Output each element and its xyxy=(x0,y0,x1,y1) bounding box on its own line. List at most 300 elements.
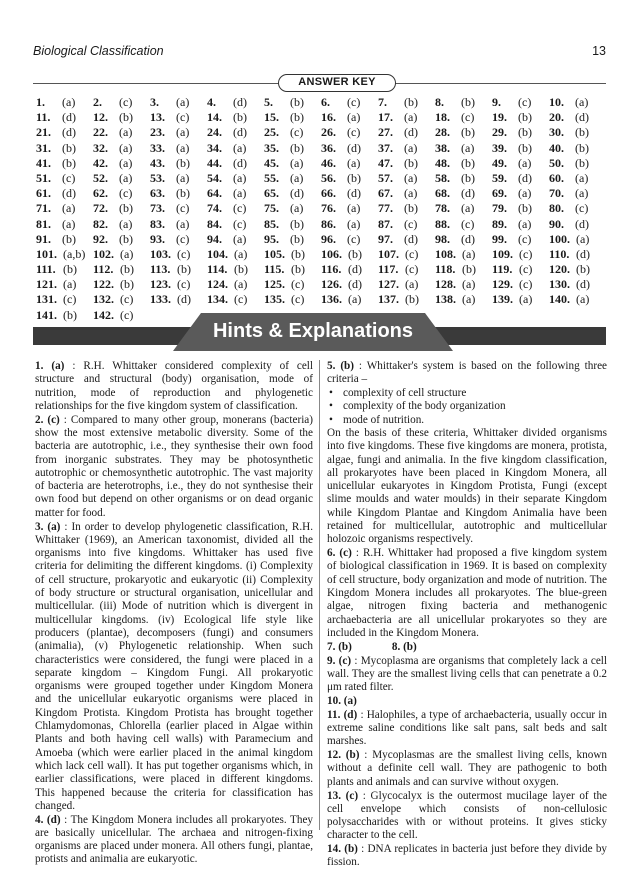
answer-entry xyxy=(150,110,190,125)
answer-option: (c) xyxy=(405,262,419,277)
q-number: 14. xyxy=(327,843,341,856)
answer-option: (d) xyxy=(290,186,304,201)
q-answer: (a) xyxy=(343,694,357,707)
q-number: 4. xyxy=(35,813,44,826)
answer-entry xyxy=(378,262,419,277)
q-number: 7. xyxy=(327,640,336,653)
answer-option: (b) xyxy=(575,125,589,140)
answer-entry xyxy=(36,277,77,292)
answer-entry xyxy=(321,155,361,171)
answer-number: 91. xyxy=(36,231,51,246)
answer-option: (a) xyxy=(404,140,418,155)
answer-entry xyxy=(549,110,589,125)
answer-entry xyxy=(264,155,304,171)
answer-option: (c) xyxy=(347,95,361,109)
answer-entry xyxy=(549,186,589,201)
q-answer: (b) xyxy=(345,749,360,762)
answer-number: 124. xyxy=(207,277,228,292)
answer-option: (b) xyxy=(404,201,418,216)
answer-option: (c) xyxy=(575,201,589,216)
answer-number: 1. xyxy=(36,95,45,109)
answer-number: 102. xyxy=(93,246,114,261)
answer-number: 64. xyxy=(207,186,222,201)
answer-number: 29. xyxy=(492,125,507,140)
answer-option: (b) xyxy=(291,262,305,277)
answer-option: (b) xyxy=(120,277,134,292)
answer-number: 133. xyxy=(150,292,171,307)
answer-option: (d) xyxy=(576,277,590,292)
q-answer: (b) xyxy=(340,360,354,372)
answer-entry xyxy=(36,155,76,171)
q-text: : Glycocalyx is the outermost mucilage layer of the cell envelope which consists of non-cellulosic polysaccharides with or without proteins. It gives sticky character to the cell. xyxy=(327,789,607,842)
q-number: 11. xyxy=(327,708,341,721)
answer-option: (b) xyxy=(576,262,590,277)
answer-option: (a) xyxy=(347,201,361,216)
answer-option: (c) xyxy=(62,170,76,185)
answer-entry xyxy=(321,201,361,216)
answer-entry xyxy=(36,125,76,140)
answer-entry xyxy=(150,201,190,216)
answer-entry xyxy=(321,246,362,262)
answer-option: (b) xyxy=(176,186,190,201)
answer-option: (a) xyxy=(347,216,361,231)
answer-number: 87. xyxy=(378,216,393,231)
answer-entry xyxy=(36,110,76,125)
explanation-1 xyxy=(35,360,313,413)
answer-number: 114. xyxy=(207,262,228,277)
q-answer: (d) xyxy=(46,813,61,826)
answer-entry xyxy=(207,95,247,110)
answer-option: (a) xyxy=(119,125,133,140)
answer-row xyxy=(36,125,606,140)
answer-entry xyxy=(378,170,418,186)
answer-option: (b) xyxy=(290,95,304,109)
answer-row xyxy=(36,217,606,232)
answer-number: 134. xyxy=(207,292,228,307)
answer-entry xyxy=(93,155,133,171)
answer-entry xyxy=(492,95,532,110)
answer-entry xyxy=(93,201,133,216)
answer-option: (a) xyxy=(176,140,190,155)
answer-number: 67. xyxy=(378,186,393,201)
answer-entry xyxy=(264,186,304,201)
q-number: 10. xyxy=(327,694,341,707)
answer-entry xyxy=(321,292,362,307)
answer-option: (a) xyxy=(234,246,248,261)
answer-entry xyxy=(150,216,190,232)
answer-entry xyxy=(150,140,190,156)
answer-option: (a) xyxy=(233,170,247,185)
answer-number: 21. xyxy=(36,125,51,140)
answer-key-grid xyxy=(36,95,606,323)
answer-option: (b) xyxy=(63,307,77,322)
answer-number: 43. xyxy=(150,155,165,170)
answer-number: 104. xyxy=(207,246,228,261)
answer-entry xyxy=(207,201,247,216)
answer-option: (b) xyxy=(120,262,134,277)
answer-option: (d) xyxy=(62,186,76,201)
answer-entry xyxy=(549,140,589,156)
section-title: Biological Classification xyxy=(33,44,164,58)
answer-option: (d) xyxy=(233,95,247,109)
q-number: 1. xyxy=(35,360,44,372)
answer-option: (a) xyxy=(519,292,533,307)
answer-entry xyxy=(378,201,418,216)
q-answer: (c) xyxy=(339,547,352,560)
answer-key-header xyxy=(33,74,606,90)
hints-title: Hints & Explanations xyxy=(212,320,414,342)
answer-number: 97. xyxy=(378,231,393,246)
answer-option: (c) xyxy=(291,292,305,307)
answer-number: 10. xyxy=(549,95,564,109)
answer-option: (a) xyxy=(234,277,248,292)
answer-option: (a) xyxy=(290,201,304,216)
answer-option: (d) xyxy=(233,125,247,140)
answer-entry xyxy=(378,140,418,156)
q-text: : Compared to many other group, monerans (bacteria) show the most extensive metabolic diversity. Some of the bacteria are autotrophic, i.e., they synthesise their own food from inorganic substrates. They may be photosynthetic autotrophic or chemosynthetic autotrophic. The vast majority of bacteria are heterotrophs, i.e., they do not synthesise their own food but depend on other organisms or on dead organic matter for food. xyxy=(35,413,314,519)
answer-number: 15. xyxy=(264,110,279,125)
answer-option: (c) xyxy=(177,277,191,292)
answer-entry xyxy=(93,95,133,110)
answer-number: 123. xyxy=(150,277,171,292)
answer-number: 81. xyxy=(36,216,51,231)
answer-option: (b) xyxy=(348,246,362,261)
answer-entry xyxy=(435,292,476,307)
answer-entry xyxy=(93,186,133,201)
answer-entry xyxy=(150,95,190,110)
answer-option: (b) xyxy=(461,170,475,185)
answer-option: (d) xyxy=(575,110,589,125)
answer-option: (b) xyxy=(575,140,589,155)
answer-number: 3. xyxy=(150,95,159,109)
answer-option: (b) xyxy=(462,262,476,277)
answer-row xyxy=(36,186,606,201)
answer-option: (b) xyxy=(461,95,475,109)
answer-option: (d) xyxy=(62,110,76,125)
answer-number: 122. xyxy=(93,277,114,292)
answer-number: 44. xyxy=(207,155,222,170)
answer-option: (a) xyxy=(233,186,247,201)
explanation-7 xyxy=(327,641,352,654)
answer-number: 2. xyxy=(93,95,102,109)
answer-number: 16. xyxy=(321,110,336,125)
answer-entry xyxy=(93,140,133,156)
q-number: 9. xyxy=(327,654,336,667)
answer-option: (d) xyxy=(347,186,361,201)
answer-number: 119. xyxy=(492,262,513,277)
answer-option: (b) xyxy=(290,110,304,125)
answer-option: (b) xyxy=(404,95,418,109)
answer-entry xyxy=(93,262,134,277)
answer-number: 78. xyxy=(435,201,450,216)
answer-number: 120. xyxy=(549,262,570,277)
answer-number: 58. xyxy=(435,170,450,185)
answer-option: (c) xyxy=(120,292,134,307)
answer-entry xyxy=(549,95,589,110)
answer-number: 75. xyxy=(264,201,279,216)
answer-number: 89. xyxy=(492,216,507,231)
answer-number: 74. xyxy=(207,201,222,216)
answer-entry xyxy=(321,95,361,110)
answer-option: (b) xyxy=(518,140,532,155)
answer-number: 96. xyxy=(321,231,336,246)
answer-entry xyxy=(549,170,589,186)
answer-number: 73. xyxy=(150,201,165,216)
answer-option: (a) xyxy=(575,186,589,201)
answer-row xyxy=(36,95,606,110)
answer-entry xyxy=(207,216,247,232)
q-text: : Mycoplasmas are the smallest living cells, known without a definite cell wall. They are pathogenic to both plants and animals and can survive without oxygen. xyxy=(327,749,608,788)
answer-option: (b) xyxy=(176,155,190,170)
answer-option: (b) xyxy=(575,155,589,170)
answer-option: (a) xyxy=(63,277,77,292)
answer-option: (b) xyxy=(62,155,76,170)
answer-number: 82. xyxy=(93,216,108,231)
answer-entry xyxy=(264,95,304,110)
answer-entry xyxy=(435,95,475,110)
q-number: 12. xyxy=(327,749,341,762)
answer-number: 112. xyxy=(93,262,114,277)
answer-number: 27. xyxy=(378,125,393,140)
answer-option: (a) xyxy=(404,170,418,185)
answer-number: 100. xyxy=(549,231,570,246)
answer-entry xyxy=(492,246,533,262)
answer-entry xyxy=(435,155,475,171)
answer-option: (d) xyxy=(347,140,361,155)
answer-number: 117. xyxy=(378,262,399,277)
answer-entry xyxy=(549,216,589,232)
answer-option: (c) xyxy=(234,292,248,307)
answer-entry xyxy=(264,216,304,232)
explanation-9 xyxy=(327,655,607,695)
answer-entry xyxy=(264,262,305,277)
answer-entry xyxy=(492,292,533,307)
answer-number: 35. xyxy=(264,140,279,155)
answer-option: (a) xyxy=(347,110,361,125)
answer-entry xyxy=(36,95,76,110)
hints-banner xyxy=(33,313,606,351)
answer-option: (a) xyxy=(62,95,76,109)
explanation-13 xyxy=(327,790,607,843)
answer-entry xyxy=(321,110,361,125)
answer-number: 108. xyxy=(435,246,456,261)
answer-option: (b) xyxy=(291,246,305,261)
answer-entry xyxy=(36,246,86,262)
answer-option: (a) xyxy=(576,292,590,307)
answer-number: 86. xyxy=(321,216,336,231)
answer-option: (a) xyxy=(176,125,190,140)
answer-number: 92. xyxy=(93,231,108,246)
answer-number: 20. xyxy=(549,110,564,125)
answer-entry xyxy=(321,216,361,232)
answer-entry xyxy=(378,95,418,110)
answer-option: (a) xyxy=(575,170,589,185)
answer-number: 118. xyxy=(435,262,456,277)
answer-option: (c) xyxy=(120,307,134,322)
answer-number: 65. xyxy=(264,186,279,201)
answer-option: (c) xyxy=(233,216,247,231)
q-text: : The Kingdom Monera includes all prokaryotes. They are basically unicellular. The archaea and nitrogen-fixing organisms are placed under monera. All others fungi, plantae, protists and animalia are eukaryotic. xyxy=(35,813,314,866)
answer-number: 61. xyxy=(36,186,51,201)
answer-number: 45. xyxy=(264,155,279,170)
answer-number: 26. xyxy=(321,125,336,140)
answer-row xyxy=(36,171,606,186)
answer-number: 110. xyxy=(549,246,570,261)
answer-number: 60. xyxy=(549,170,564,185)
answer-option: (a) xyxy=(518,216,532,231)
answer-entry xyxy=(93,292,134,307)
answer-row xyxy=(36,201,606,216)
answer-entry xyxy=(435,216,475,232)
answer-entry xyxy=(435,262,476,277)
answer-number: 49. xyxy=(492,155,507,170)
answer-entry xyxy=(549,246,590,262)
answer-number: 17. xyxy=(378,110,393,125)
answer-number: 39. xyxy=(492,140,507,155)
answer-row xyxy=(36,247,606,262)
answer-number: 77. xyxy=(378,201,393,216)
answer-entry xyxy=(150,170,190,186)
answer-option: (b) xyxy=(347,170,361,185)
answer-option: (a) xyxy=(290,155,304,170)
answer-entry xyxy=(321,125,361,140)
answer-option: (d) xyxy=(461,231,475,246)
answer-entry xyxy=(378,186,418,201)
answer-entry xyxy=(549,262,590,277)
answer-number: 23. xyxy=(150,125,165,140)
answer-number: 48. xyxy=(435,155,450,170)
answer-option: (b) xyxy=(62,231,76,246)
answer-entry xyxy=(492,110,532,125)
answer-entry xyxy=(93,231,133,247)
answer-number: 129. xyxy=(492,277,513,292)
answer-entry xyxy=(435,201,475,216)
answer-option: (c) xyxy=(176,231,190,246)
answer-option: (a) xyxy=(62,201,76,216)
answer-option: (a) xyxy=(233,140,247,155)
answer-entry xyxy=(549,277,590,292)
answer-number: 8. xyxy=(435,95,444,109)
answer-entry xyxy=(435,140,475,156)
answer-entry xyxy=(93,170,133,186)
explanation-4 xyxy=(35,814,313,867)
answer-option: (d) xyxy=(233,155,247,170)
answer-entry xyxy=(264,231,304,247)
answer-entry xyxy=(549,292,590,307)
answer-option: (a) xyxy=(119,216,133,231)
answer-entry xyxy=(207,277,248,292)
explanation-5-continued: On the basis of these criteria, Whittaker divided organisms into five kingdoms. These five kingdoms are monera, protista, algae, fungi and animalia. In the five kingdom classification, all prokaryotes have been placed in Kingdom Monera, all unicellular eukaryotes in Kingdom Protista, Fungi (except slime moulds and water moulds) in their separate Kingdom while Kingdom Plantae and Kingdom Animalia have been retained for multicellular, autotrophic and multicellular holozoic organisms respectively. xyxy=(327,426,607,546)
answer-number: 70. xyxy=(549,186,564,201)
answer-entry xyxy=(492,277,533,292)
explanation-11 xyxy=(327,709,607,749)
answer-entry xyxy=(321,231,361,247)
answer-option: (b) xyxy=(119,110,133,125)
answer-entry xyxy=(36,186,76,201)
answer-entry xyxy=(492,201,532,216)
right-column xyxy=(327,360,607,870)
answer-number: 142. xyxy=(93,307,114,322)
answer-option: (a) xyxy=(462,277,476,292)
answer-number: 63. xyxy=(150,186,165,201)
explanation-10 xyxy=(327,695,607,708)
answer-entry xyxy=(378,231,418,247)
answer-entry xyxy=(549,201,589,216)
q-text: : R.H. Whittaker had proposed a five kingdom system of biological classification in 1969. It is based on complexity of cell structure, body organization and mode of nutrition. The Kingdom Monera includes all prokaryotes. The blue-green algae, nitrogen fixing bacteria and methanogenic archaebacteria are all unicellular prokaryotes so they are included in the Kingdom Monera. xyxy=(327,547,608,639)
answer-entry xyxy=(207,231,247,247)
answer-entry xyxy=(435,125,475,140)
answer-entry xyxy=(378,277,419,292)
answer-option: (c) xyxy=(461,110,475,125)
answer-number: 51. xyxy=(36,170,51,185)
answer-number: 42. xyxy=(93,155,108,170)
answer-option: (c) xyxy=(519,246,533,261)
answer-entry xyxy=(549,125,589,140)
answer-entry xyxy=(150,262,191,277)
bullet-item: • complexity of the body organization xyxy=(327,400,607,413)
answer-option: (d) xyxy=(348,262,362,277)
answer-option: (a) xyxy=(176,170,190,185)
answer-option: (a) xyxy=(461,201,475,216)
answer-option: (c) xyxy=(519,277,533,292)
answer-entry xyxy=(36,292,77,307)
answer-option: (b) xyxy=(518,201,532,216)
answer-row xyxy=(36,277,606,292)
answer-number: 121. xyxy=(36,277,57,292)
answer-number: 115. xyxy=(264,262,285,277)
answer-option: (b) xyxy=(405,292,419,307)
answer-entry xyxy=(492,170,532,186)
q-answer: (c) xyxy=(345,789,359,802)
answer-number: 14. xyxy=(207,110,222,125)
answer-entry xyxy=(36,140,76,156)
answer-entry xyxy=(264,110,304,125)
answer-number: 140. xyxy=(549,292,570,307)
answer-option: (a) xyxy=(119,155,133,170)
answer-entry xyxy=(93,125,133,140)
answer-option: (b) xyxy=(119,201,133,216)
answer-entry xyxy=(207,292,248,307)
answer-number: 106. xyxy=(321,246,342,261)
answer-entry xyxy=(435,277,476,292)
answer-number: 125. xyxy=(264,277,285,292)
answer-number: 130. xyxy=(549,277,570,292)
answer-option: (a) xyxy=(462,292,476,307)
q-number: 3. xyxy=(35,520,44,533)
bullet-item: • complexity of cell structure xyxy=(327,387,607,400)
answer-entry xyxy=(264,140,304,156)
answer-entry xyxy=(150,125,190,140)
answer-option: (d) xyxy=(576,246,590,261)
answer-number: 18. xyxy=(435,110,450,125)
answer-option: (c) xyxy=(233,201,247,216)
answer-number: 83. xyxy=(150,216,165,231)
answer-option: (d) xyxy=(348,277,362,292)
answer-option: (d) xyxy=(404,125,418,140)
answer-entry xyxy=(321,140,361,156)
answer-number: 128. xyxy=(435,277,456,292)
answer-entry xyxy=(264,292,305,307)
answer-entry xyxy=(150,231,190,247)
answer-number: 132. xyxy=(93,292,114,307)
q-number: 8. xyxy=(391,640,401,653)
answer-option: (b) xyxy=(290,140,304,155)
answer-option: (b) xyxy=(119,231,133,246)
answer-entry xyxy=(321,277,362,292)
answer-row xyxy=(36,141,606,156)
answer-number: 22. xyxy=(93,125,108,140)
answer-entry xyxy=(207,140,247,156)
